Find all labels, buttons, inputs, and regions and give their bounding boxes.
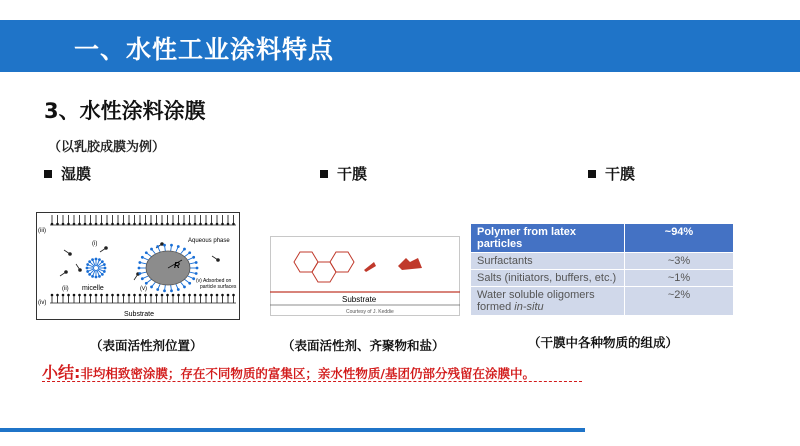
value-cell: ~1% (625, 270, 734, 287)
column-heading-wet-film (44, 163, 91, 184)
label-micelle: micelle (82, 285, 104, 292)
caption-composition: （干膜中各种物质的组成） (528, 335, 679, 350)
table-row (471, 287, 733, 316)
column-heading-label: 湿膜 (61, 165, 92, 183)
adsorbed-line-1: (v) Adsorbed on (196, 278, 232, 284)
credit-label: Courtesy of J. Keddie (346, 309, 394, 315)
label-aqueous-phase: Aqueous phase (188, 238, 230, 244)
column-heading-dry-film (320, 163, 367, 184)
label-v: (v) (140, 286, 147, 292)
footer-bar (0, 428, 585, 432)
component-italic-text: in-situ (514, 301, 544, 313)
composition-table (471, 224, 733, 316)
label-iii: (iii) (38, 228, 46, 234)
label-iv: (iv) (38, 300, 47, 306)
dry-film-diagram (270, 236, 460, 316)
table-row (471, 253, 733, 270)
wet-film-diagram (36, 212, 240, 320)
label-substrate: Substrate (124, 311, 154, 318)
table-row (471, 224, 733, 253)
label-ii: (ii) (62, 286, 69, 292)
square-bullet-icon (44, 170, 52, 178)
column-heading-label: 干膜 (605, 165, 636, 183)
caption-wet-film: （表面活性剂位置） (90, 338, 203, 353)
section-title: 3、水性涂料涂膜 (44, 99, 206, 123)
component-cell: Surfactants (471, 253, 625, 270)
column-heading-label: 干膜 (337, 165, 368, 183)
component-cell: Polymer from latex particles (471, 224, 625, 253)
example-note: （以乳胶成膜为例） (48, 140, 166, 155)
label-i: (i) (92, 241, 98, 247)
page-title: 一、水性工业涂料特点 (74, 35, 335, 64)
square-bullet-icon (588, 170, 596, 178)
summary-label: 小结: (42, 363, 81, 382)
summary-text: 非均相致密涂膜；存在不同物质的富集区；亲水性物质/基团仍部分残留在涂膜中。 (80, 366, 535, 381)
component-cell (471, 287, 625, 316)
caption-dry-film: （表面活性剂、齐聚物和盐） (282, 338, 445, 353)
adsorbed-line-2: particle surfaces (200, 284, 237, 290)
dry-substrate-label: Substrate (342, 295, 377, 304)
component-text: Water soluble oligomers formed (477, 289, 595, 313)
component-cell: Salts (initiators, buffers, etc.) (471, 270, 625, 287)
table-row (471, 270, 733, 287)
column-heading-dry-film-composition (588, 163, 635, 184)
label-adsorbed (196, 278, 237, 290)
label-radius: R (174, 261, 180, 270)
square-bullet-icon (320, 170, 328, 178)
summary (42, 360, 535, 383)
value-cell: ~94% (625, 224, 734, 253)
value-cell: ~3% (625, 253, 734, 270)
summary-underline (42, 381, 582, 382)
value-cell: ~2% (625, 287, 734, 316)
